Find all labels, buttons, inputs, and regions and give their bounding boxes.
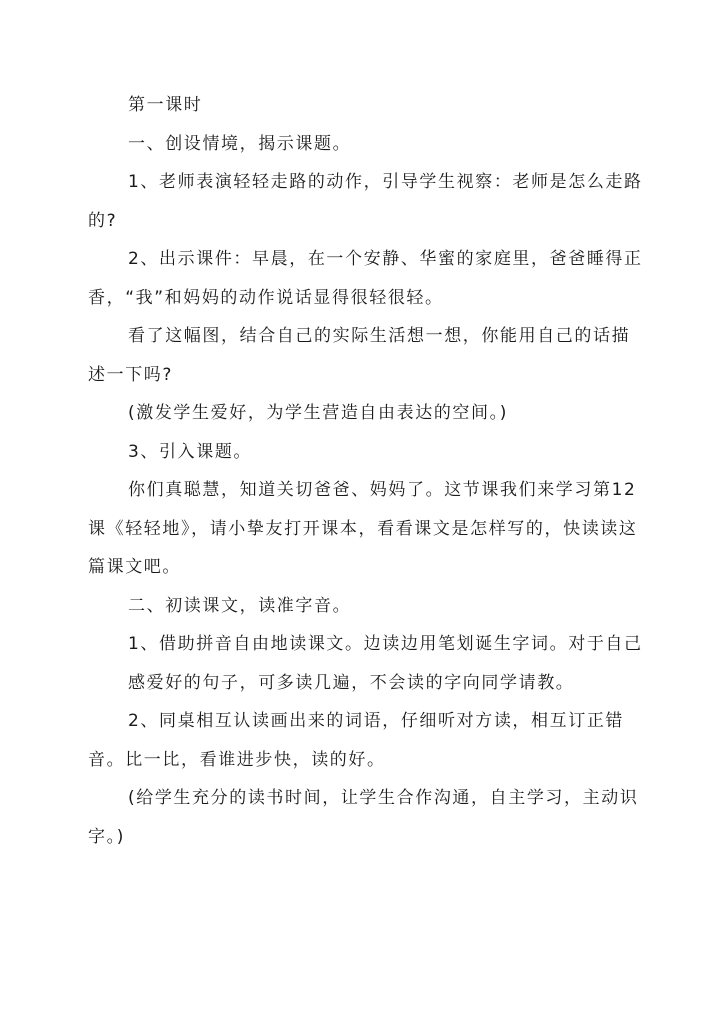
- paragraph: 2、出示课件：早晨，在一个安静、华蜜的家庭里，爸爸睡得正香，“我”和妈妈的动作说话显得很轻很轻。: [88, 249, 643, 308]
- paragraph: 2、同桌相互认读画出来的词语，仔细听对方读，相互订正错音。比一比，看谁进步快，读的好。: [88, 711, 625, 770]
- lesson-heading: 第一课时: [128, 95, 203, 115]
- paragraph: 1、借助拼音自由地读课文。边读边用笔划诞生字词。对于自己: [128, 634, 643, 654]
- paragraph: 感爱好的句子，可多读几遍，不会读的字向同学请教。: [128, 672, 575, 693]
- paragraph: 看了这幅图，结合自己的实际生活想一想，你能用自己的话描述一下吗?: [88, 326, 631, 385]
- section-heading-2: 二、初读课文，读准字音。: [128, 595, 352, 616]
- paragraph: 你们真聪慧，知道关切爸爸、妈妈了。这节课我们来学习第12课《轻轻地》，请小挚友打开课本，看看课文是怎样写的，快读读这篇课文吧。: [88, 480, 638, 577]
- paragraph-note: (激发学生爱好，为学生营造自由表达的空间。): [128, 403, 508, 423]
- paragraph: 3、引入课题。: [128, 441, 253, 462]
- document-body: [88, 86, 648, 856]
- paragraph-note: (给学生充分的读书时间，让学生合作沟通，自主学习，主动识字。): [88, 788, 639, 847]
- paragraph: 1、老师表演轻轻走路的动作，引导学生视察：老师是怎么走路的?: [88, 172, 643, 231]
- section-heading-1: 一、创设情境，揭示课题。: [128, 133, 352, 154]
